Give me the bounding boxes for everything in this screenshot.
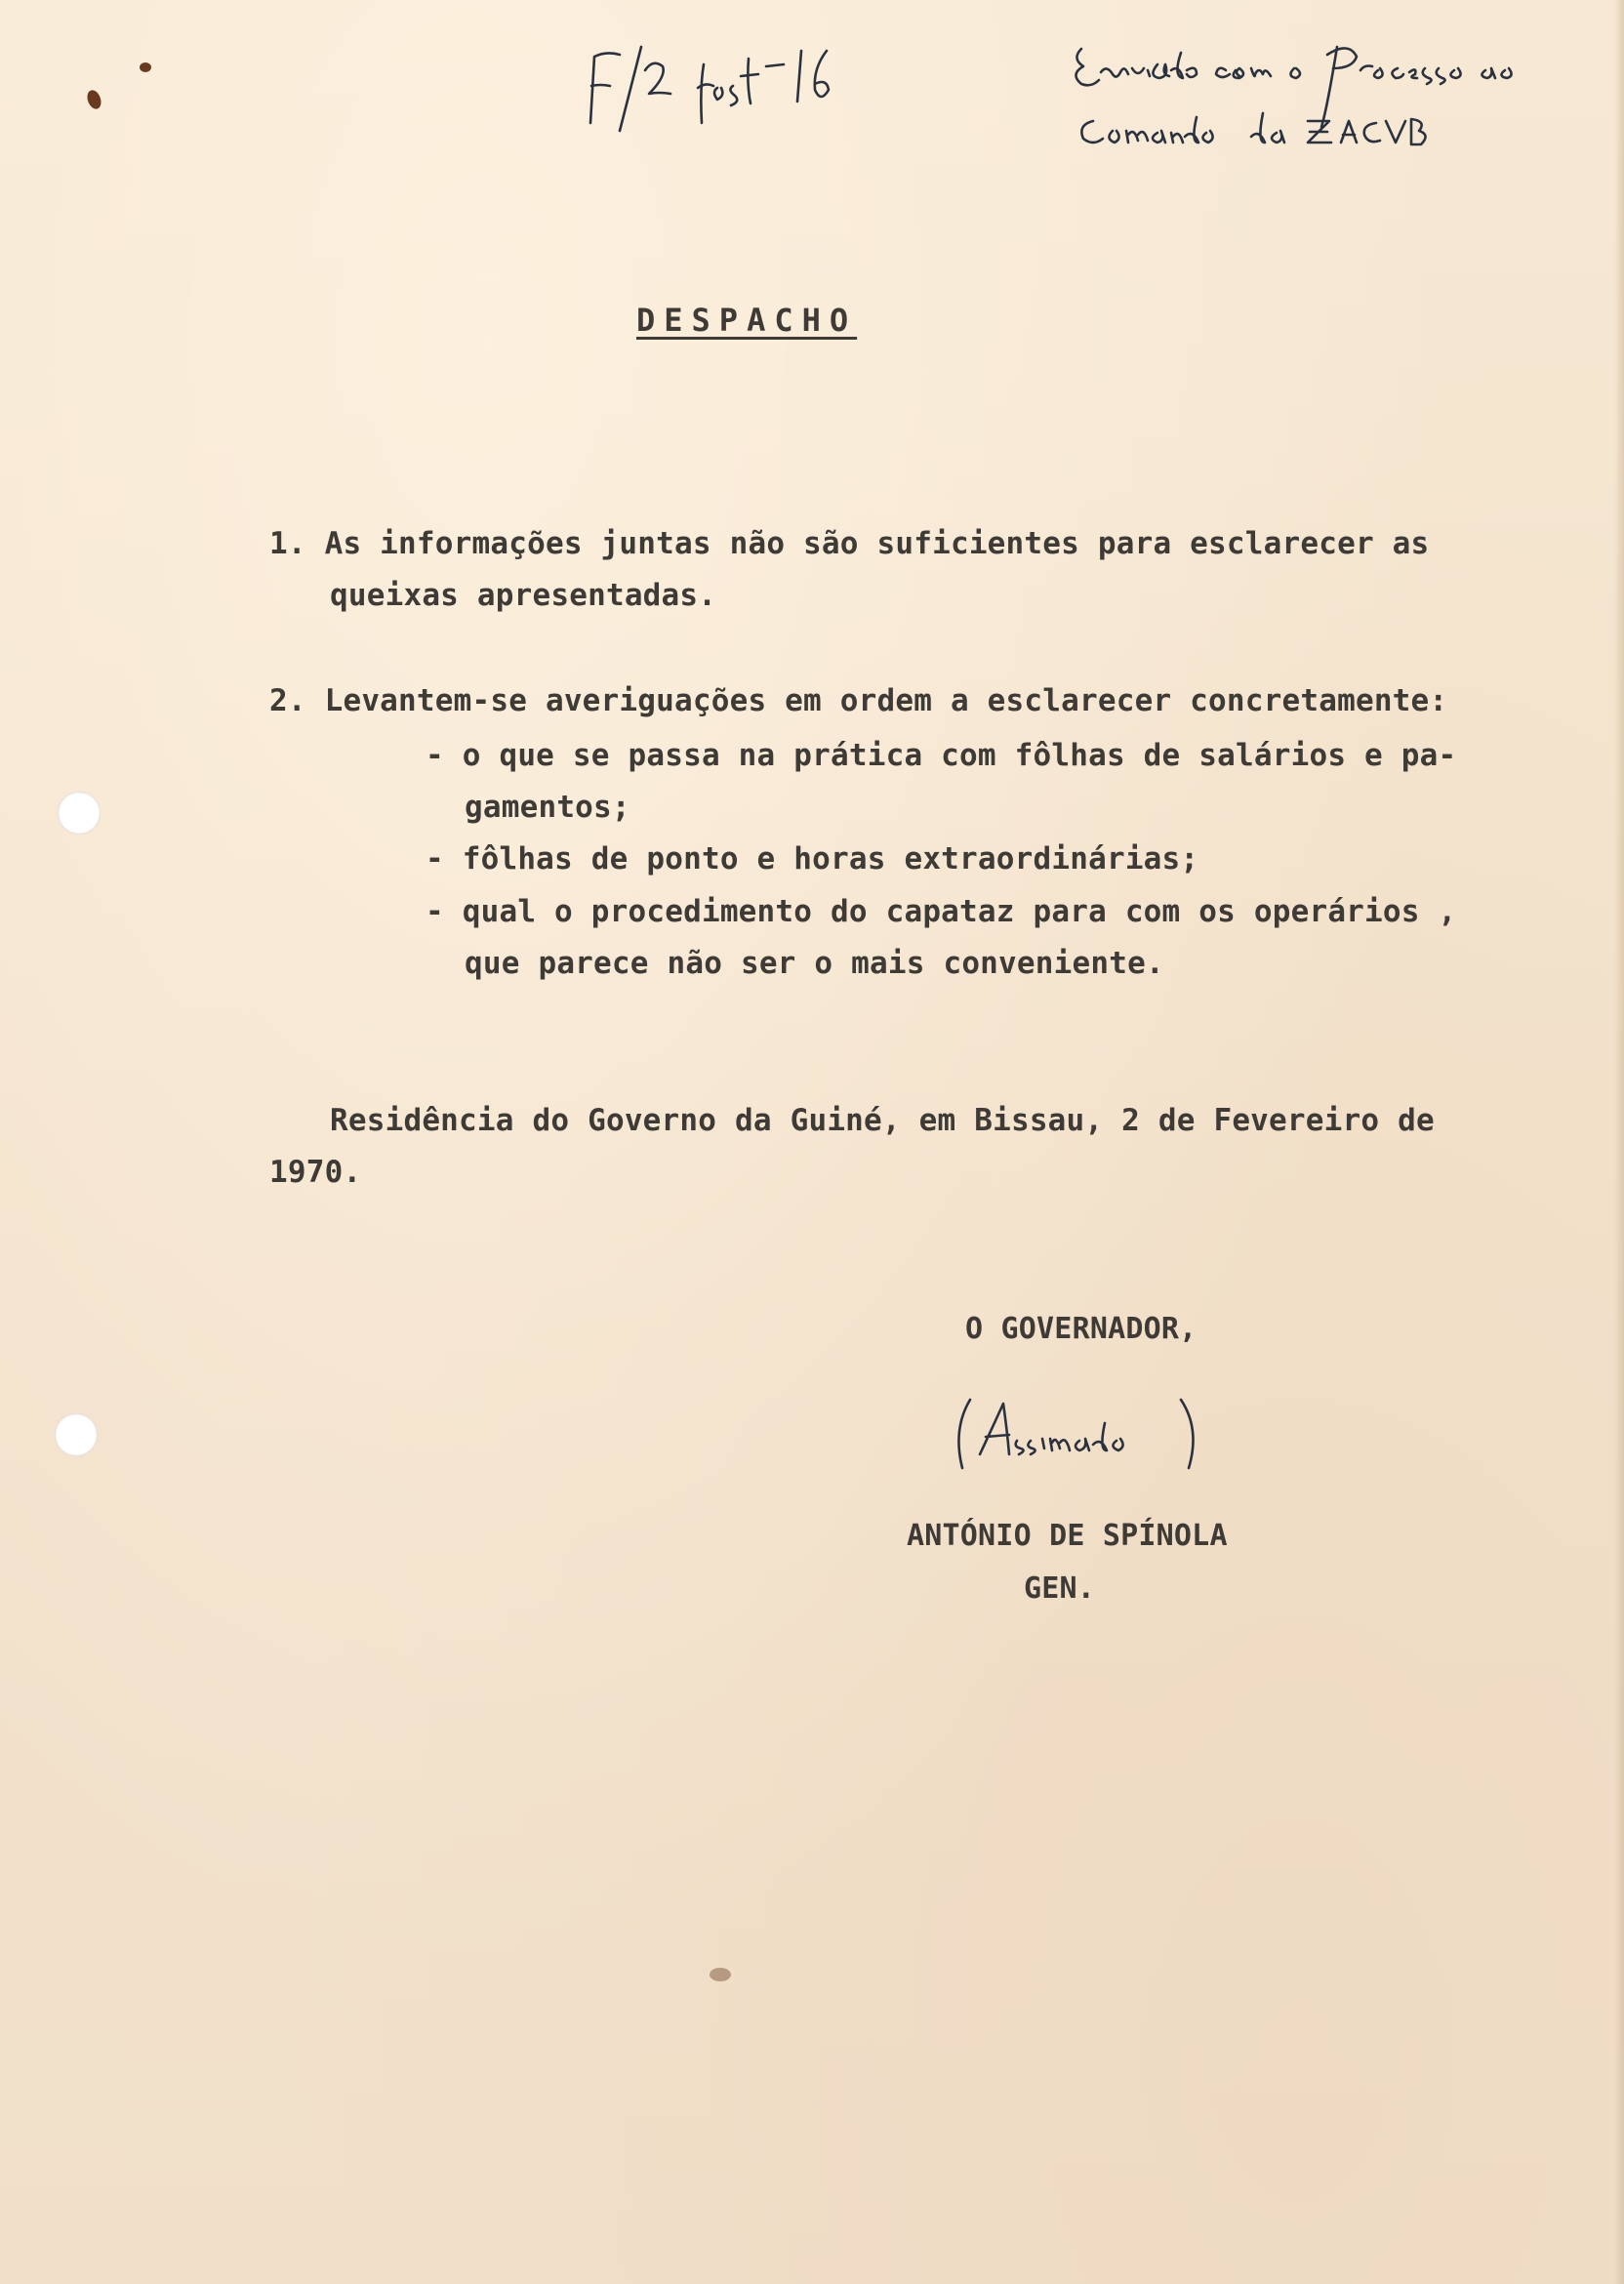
- stain-mark: [140, 62, 151, 72]
- punch-hole-top: [58, 792, 101, 835]
- handwritten-reference-annotation: [581, 29, 932, 137]
- signatory-role: O GOVERNADOR,: [965, 1312, 1198, 1346]
- item-2-line-1: 2. Levantem-se averiguações em ordem a esclarecer concretamente:: [269, 683, 1448, 718]
- signatory-rank: GEN.: [1024, 1571, 1096, 1606]
- handwritten-signed-mark: [949, 1386, 1222, 1474]
- document-title: DESPACHO: [636, 302, 858, 339]
- item-2-bullet-1-line-1: - o que se passa na prática com fôlhas de salários e pa-: [426, 738, 1457, 773]
- closing-place-date-line-1: Residência do Governo da Guiné, em Bissau, 2 de Fevereiro de: [330, 1103, 1435, 1138]
- item-1-line-1: 1. As informações juntas não são suficientes para esclarecer as: [269, 526, 1430, 561]
- item-2-bullet-3-line-2: que parece não ser o mais conveniente.: [465, 946, 1164, 981]
- punch-hole-bottom: [55, 1413, 98, 1456]
- signatory-name: ANTÓNIO DE SPÍNOLA: [907, 1519, 1228, 1553]
- stain-mark: [85, 88, 103, 110]
- item-2-bullet-1-line-2: gamentos;: [465, 790, 630, 825]
- stain-mark: [710, 1968, 731, 1981]
- handwritten-routing-note: [1064, 20, 1610, 166]
- paper-edge-shadow: [1614, 0, 1624, 2284]
- item-1-line-2: queixas apresentadas.: [330, 578, 717, 613]
- closing-place-date-line-2: 1970.: [269, 1155, 362, 1190]
- item-2-bullet-2-line-1: - fôlhas de ponto e horas extraordinárias;: [426, 841, 1199, 877]
- item-2-bullet-3-line-1: - qual o procedimento do capataz para com os operários ,: [426, 894, 1457, 929]
